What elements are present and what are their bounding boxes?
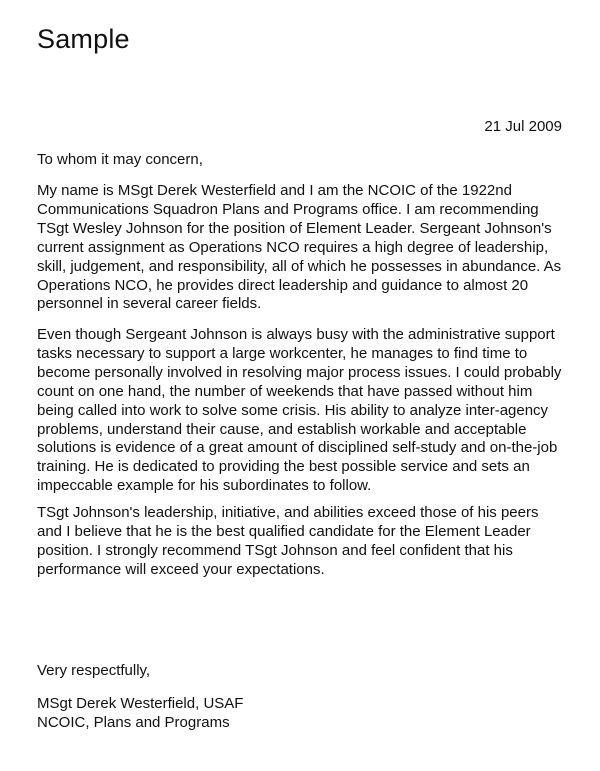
signature-title: NCOIC, Plans and Programs	[37, 714, 230, 731]
salutation: To whom it may concern,	[37, 151, 203, 168]
letter-date: 21 Jul 2009	[484, 118, 562, 135]
document-title: Sample	[37, 24, 130, 54]
closing: Very respectfully,	[37, 662, 151, 679]
paragraph-3: TSgt Johnson's leadership, initiative, and abilities exceed those of his peers and I believe that he is the best qualified candidate for the Element Leader position. I strongly recommend TSgt Johnson and feel confident that his performance will exceed your expectations.	[37, 504, 539, 578]
paragraph-2: Even though Sergeant Johnson is always busy with the administrative support tasks necessary to support a large workcenter, he manages to find time to become personally involved in resolving major process issues. I could probably count on one hand, the number of weekends that have passed without him being called into work to solve some crisis. His ability to analyze inter-agency problems, understand their cause, and establish workable and acceptable solutions is evidence of a great amount of disciplined self-study and on-the-job training. He is dedicated to providing the best possible service and sets an impeccable example for his subordinates to follow.	[37, 326, 562, 495]
signature-name: MSgt Derek Westerfield, USAF	[37, 695, 244, 712]
paragraph-1: My name is MSgt Derek Westerfield and I am the NCOIC of the 1922nd Communications Squadron Plans and Programs office. I am recommending TSgt Wesley Johnson for the position of Element Leader. Sergeant Johnson's current assignment as Operations NCO requires a high degree of leadership, skill, judgement, and responsibility, all of which he possesses in abundance. As Operations NCO, he provides direct leadership and guidance to almost 20 personnel in several career fields.	[37, 182, 562, 313]
